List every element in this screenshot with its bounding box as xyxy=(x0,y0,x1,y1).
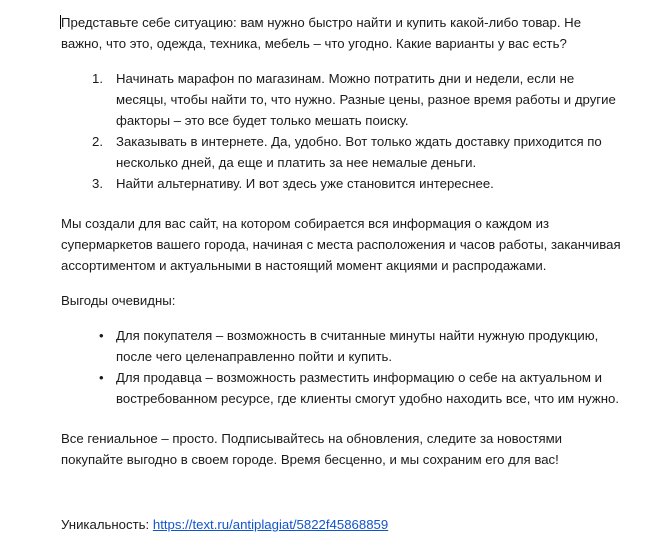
list-item xyxy=(61,68,621,131)
section-spacer xyxy=(61,206,621,213)
site-description-paragraph: Мы создали для вас сайт, на котором собирается вся информация о каждом из супермаркетов вашего города, начиная с места расположения и часов работы, заканчивая ассортиментом и актуальными в настоящий момент акциями и распродажами. xyxy=(61,216,621,273)
numbered-item-text: Заказывать в интернете. Да, удобно. Вот только ждать доставку приходится по несколько дней, да еще и платить за нее немалые деньги. xyxy=(116,134,602,170)
list-item xyxy=(61,131,621,173)
uniqueness-link[interactable]: https://text.ru/antiplagiat/5822f45868859 xyxy=(152,517,389,532)
closing-paragraph: Все гениальное – просто. Подписывайтесь на обновления, следите за новостями покупайте выгодно в своем городе. Время бесценно, и мы сохраним его для вас! xyxy=(61,431,563,467)
numbered-item-text: Начинать марафон по магазинам. Можно потратить дни и недели, если не месяцы, чтобы найти то, что нужно. Разные цены, разное время работы и другие факторы – это все будет только мешать поиску. xyxy=(116,71,616,128)
pre-link-spacer xyxy=(61,484,621,514)
list-item xyxy=(61,367,621,409)
bullet-item-text: Для продавца – возможность разместить информацию о себе на актуальном и востребованном ресурсе, где клиенты смогут удобно находить все, что им нужно. xyxy=(116,370,620,406)
numbered-list xyxy=(61,68,621,194)
list-item xyxy=(61,325,621,367)
benefits-heading: Выгоды очевидны: xyxy=(61,293,176,308)
bullet-item-text: Для покупателя – возможность в считанные минуты найти нужную продукцию, после чего целенаправленно пойти и купить. xyxy=(116,328,599,364)
list-item xyxy=(61,173,621,194)
intro-paragraph-text: Представьте себе ситуацию: вам нужно быстро найти и купить какой-либо товар. Не важно, что это, одежда, техника, мебель – что угодно. Какие варианты у вас есть? xyxy=(61,15,582,51)
uniqueness-label: Уникальность: xyxy=(61,517,150,532)
section-spacer xyxy=(61,421,621,428)
uniqueness-line xyxy=(61,514,621,535)
intro-paragraph xyxy=(61,12,621,54)
benefits-list xyxy=(61,325,621,409)
numbered-item-text: Найти альтернативу. И вот здесь уже становится интереснее. xyxy=(116,176,494,191)
